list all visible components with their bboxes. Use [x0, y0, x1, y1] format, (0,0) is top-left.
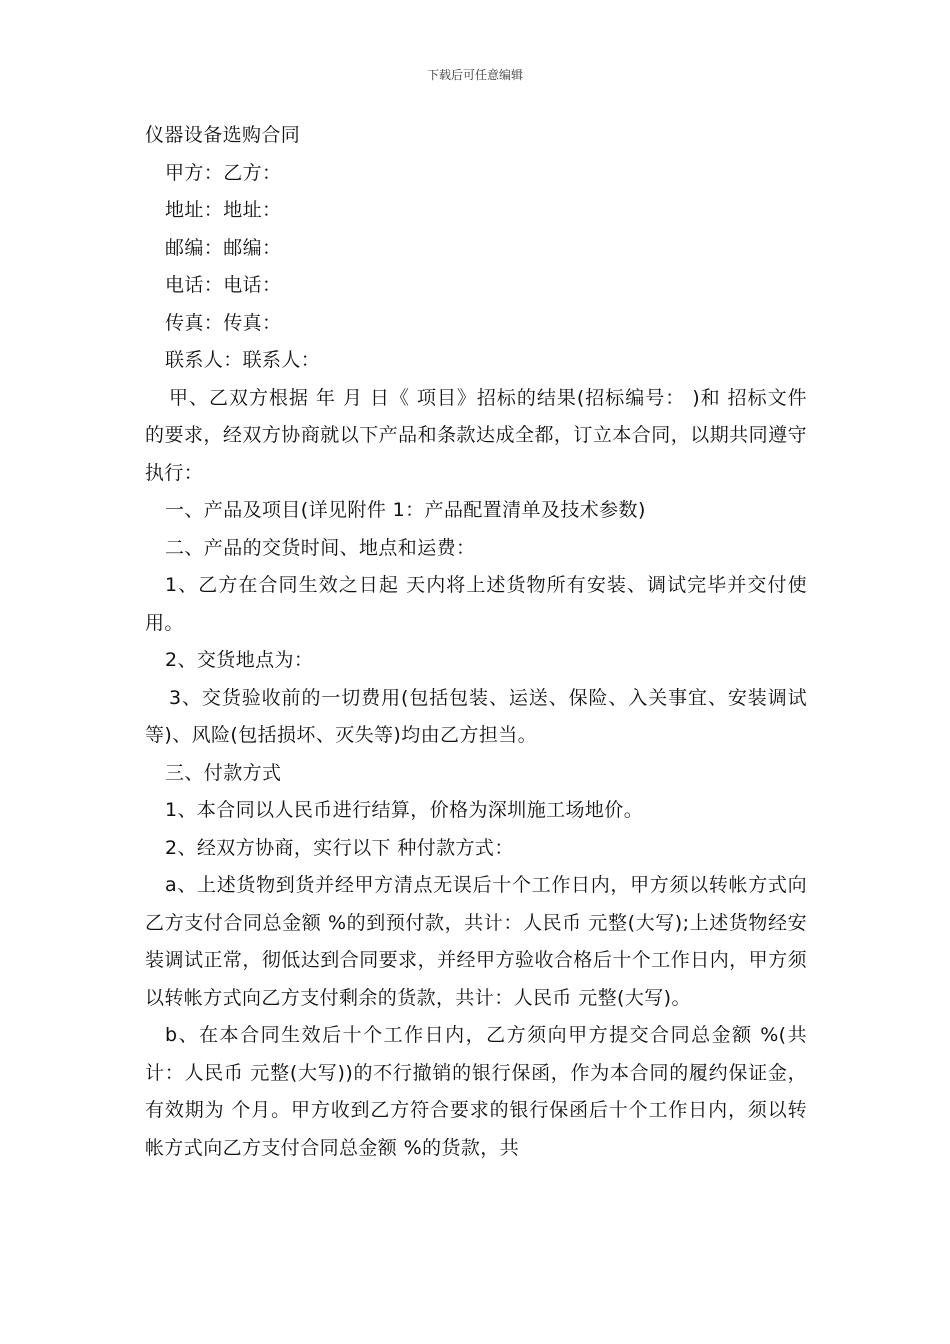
- clause-paragraph: 2、交货地点为：: [165, 649, 314, 671]
- phone-line: 电话：电话：: [165, 274, 282, 296]
- section-heading: 二、产品的交货时间、地点和运费：: [165, 536, 476, 559]
- clause-paragraph: 1、乙方在合同生效之日起 天内将上述货物所有安装、调试完毕并交付使用。: [145, 574, 807, 634]
- party-line: 甲方：乙方：: [165, 161, 282, 184]
- page-header-note: 下载后可任意编辑: [426, 68, 523, 82]
- section-heading: 一、产品及项目(详见附件 1：产品配置清单及技术参数): [165, 499, 646, 521]
- section-heading: 三、付款方式: [165, 761, 282, 784]
- postcode-line: 邮编：邮编：: [165, 236, 282, 259]
- clause-paragraph: 3、交货验收前的一切费用(包括包装、运送、保险、入关事宜、安装调试等)、风险(包括损坏、灭失等)均由乙方担当。: [145, 686, 807, 746]
- clause-paragraph: b、在本合同生效后十个工作日内，乙方须向甲方提交合同总金额 %(共计：人民币 元整(大写))的不行撤销的银行保函，作为本合同的履约保证金，有效期为 个月。甲方收到乙方符合要求的银行保函后十个工作日内，须以转帐方式向乙方支付合同总金额 %的货款，共: [145, 1024, 807, 1159]
- clause-paragraph: 1、本合同以人民币进行结算，价格为深圳施工场地价。: [165, 799, 644, 821]
- clause-paragraph: 2、经双方协商，实行以下 种付款方式：: [165, 836, 514, 859]
- preamble-paragraph: 甲、乙双方根据 年 月 日《 项目》招标的结果(招标编号： )和 招标文件 的要求，经双方协商就以下产品和条款达成全都，订立本合同，以期共同遵守执行：: [145, 386, 807, 484]
- fax-line: 传真：传真：: [165, 311, 282, 334]
- contract-document: [145, 117, 807, 1167]
- contact-line: 联系人：联系人：: [165, 349, 321, 371]
- address-line: 地址：地址：: [165, 199, 282, 221]
- document-title: 仪器设备选购合同: [145, 124, 301, 146]
- clause-paragraph: a、上述货物到货并经甲方清点无误后十个工作日内，甲方须以转帐方式向乙方支付合同总金额 %的到预付款，共计：人民币 元整(大写);上述货物经安装调试正常，彻低达到合同要求，并经甲方验收合格后十个工作日内，甲方须以转帐方式向乙方支付剩余的货款，共计：人民币 元整(大写)。: [145, 874, 807, 1009]
